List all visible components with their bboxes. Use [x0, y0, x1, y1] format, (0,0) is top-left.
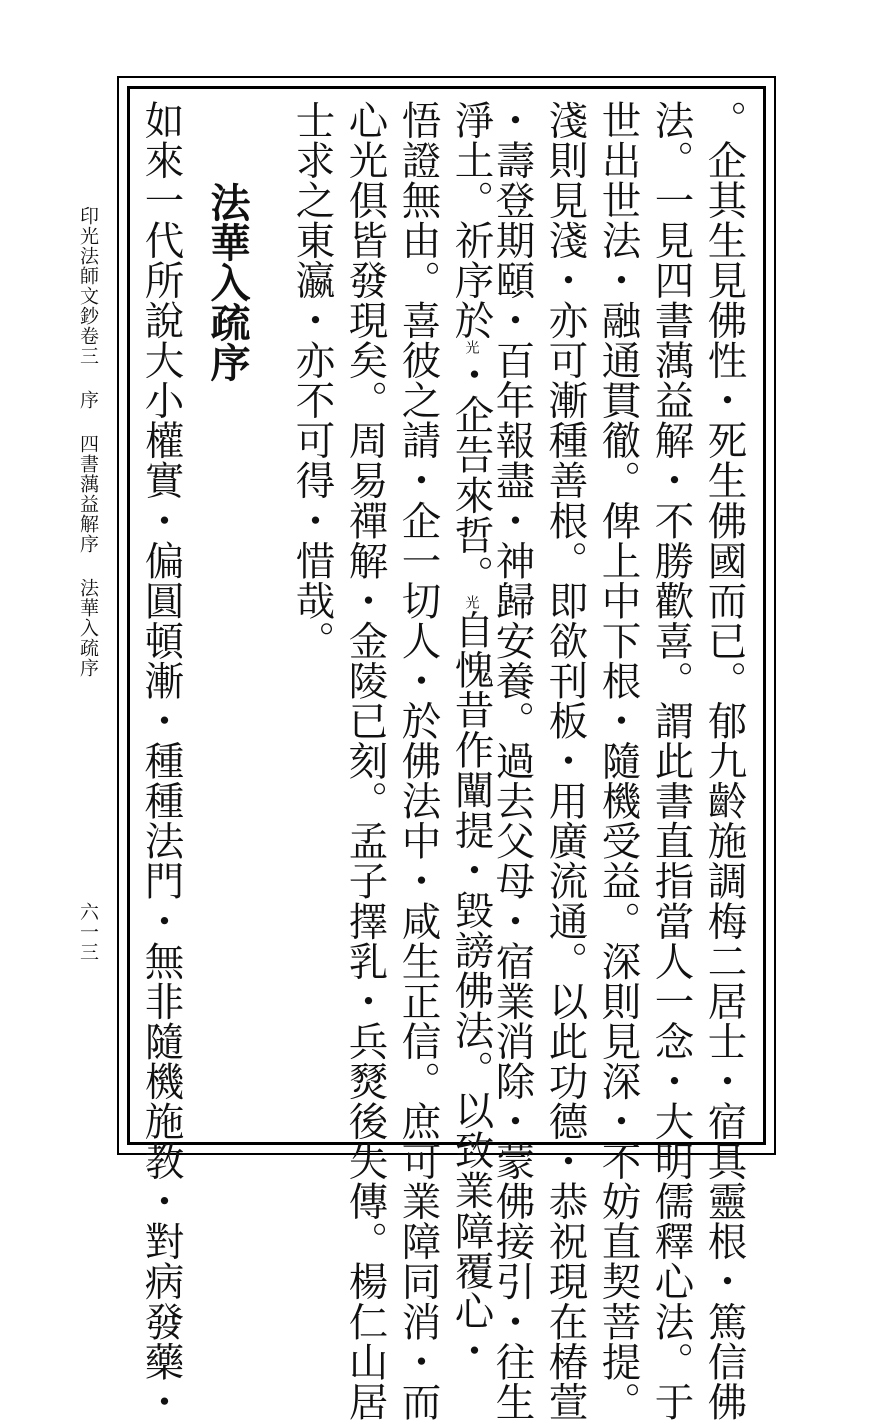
text-column-10: 如來一代所說大小權實・偏圓頓漸・種種法門・無非隨機施教・對病發藥・	[138, 100, 185, 1422]
text-column-1: 。企其生見佛性・死生佛國而已。郁九齡施調梅二居士・宿具靈根・篤信佛	[701, 100, 748, 1422]
running-header-section: 序	[77, 390, 99, 410]
text-column-5: ・壽登期頤・百年報盡・神歸安養。過去父母・宿業消除・蒙佛接引・往生	[489, 100, 536, 1422]
text-column-2: 法。一見四書蕅益解・不勝歡喜。謂此書直指當人一念・大明儒釋心法。于	[648, 100, 695, 1422]
page-number: 六一三	[77, 902, 99, 962]
running-header-prev-title: 四書蕅益解序	[77, 434, 99, 554]
text-column-7: 悟證無由。喜彼之請・企一切人・於佛法中・咸生正信。庶可業障同消・而	[395, 100, 442, 1422]
section-title: 法華入疏序	[204, 182, 251, 382]
running-header-cur-title: 法華入疏序	[77, 578, 99, 678]
text-column-9: 士求之東瀛・亦不可得・惜哉。	[289, 100, 336, 661]
text-column-4: 淺則見淺・亦可漸種善根。即欲刊板・用廣流通。以此功德・恭祝現在椿萱	[542, 100, 589, 1422]
text-column-3: 世出世法・融通貫徹。俾上中下根・隨機受益。深則見深・不妨直契菩提。	[595, 100, 642, 1422]
text-column-6	[448, 100, 495, 1371]
honorific-small-2: 光	[463, 595, 480, 610]
text-column-6-c: 自愧昔作闡提・毀謗佛法。以致業障覆心・	[448, 609, 495, 1371]
text-column-6-b: ・企告來哲。	[448, 354, 495, 596]
honorific-small-1: 光	[463, 340, 480, 355]
text-column-6-a: 淨土。祈序於	[448, 100, 495, 341]
text-column-8: 心光俱皆發現矣。周易禪解・金陵已刻。孟子擇乳・兵燹後失傳。楊仁山居	[342, 100, 389, 1422]
running-header	[78, 206, 97, 678]
running-header-book: 印光法師文鈔卷三	[77, 206, 99, 366]
